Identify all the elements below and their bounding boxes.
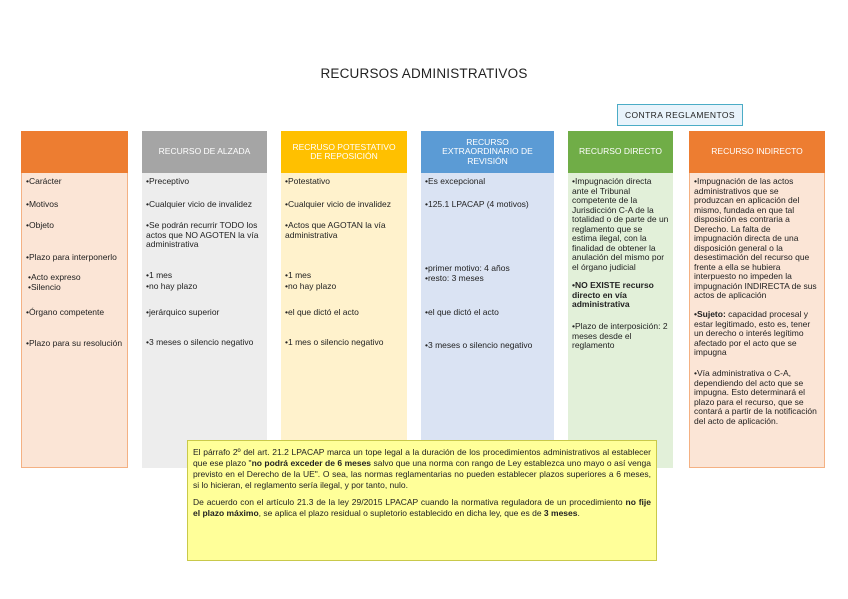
directo-item: •Plazo de interposición: 2 meses desde el reglamento	[572, 321, 668, 350]
sujeto-text: capacidad procesal y estar legitimado, esto es, tener un derecho o interés legítimo afectado por el acto que se impugna	[694, 309, 811, 357]
alzada-item: •Cualquier vicio de invalidez	[146, 199, 252, 209]
column-header: RECURSO DE ALZADA	[142, 131, 267, 173]
criteria-item: •Plazo para su resolución	[26, 338, 123, 348]
directo-item: •NO EXISTE recurso directo en vía administrativa	[572, 280, 654, 309]
revision-item: •primer motivo: 4 años	[425, 263, 510, 273]
note-text: salvo que una norma con rango de Ley establezca uno mayo o así venga previsto en el Derecho de la UE". O sea, las normas reglamentarias no pueden establecer plazos superiores a 6 meses, si lo hicieran, el reglamento sería ilegal, y por tanto, nulo.	[193, 458, 652, 490]
note-paragraph-1	[193, 447, 651, 491]
revision-item: •125.1 LPACAP (4 motivos)	[425, 199, 529, 209]
alzada-item: •no hay plazo	[146, 281, 198, 291]
revision-item: •Es excepcional	[425, 176, 486, 186]
criteria-item: •Acto expreso	[28, 272, 81, 282]
reposicion-item: •el que dictó el acto	[285, 307, 359, 317]
column-header: RECRUSO POTESTATIVO DE REPOSICIÓN	[281, 131, 407, 173]
indirecto-item-sujeto	[694, 310, 820, 358]
column-recurso-reposicion	[281, 131, 407, 468]
criteria-item: •Plazo para interponerlo	[26, 252, 117, 262]
page-title: RECURSOS ADMINISTRATIVOS	[320, 66, 528, 81]
note-bold: 3 meses	[543, 508, 578, 518]
note-text: , se aplica el plazo residual o supletorio establecido en dicha ley, que es de	[258, 508, 544, 518]
column-body	[281, 173, 407, 468]
column-criteria	[21, 131, 128, 468]
note-bold: no podrá exceder de 6 meses	[251, 458, 372, 468]
column-body	[689, 173, 825, 468]
column-recurso-directo	[568, 131, 673, 468]
note-bold: no fije el plazo máximo	[193, 497, 651, 518]
alzada-item: •Preceptivo	[146, 176, 190, 186]
reposicion-item: •Potestativo	[285, 176, 331, 186]
reposicion-item: •1 mes o silencio negativo	[285, 337, 384, 347]
revision-item: •3 meses o silencio negativo	[425, 340, 533, 350]
column-body	[142, 173, 267, 468]
note-box	[187, 440, 657, 561]
contra-reglamentos-label: CONTRA REGLAMENTOS	[617, 104, 743, 126]
indirecto-item: •Vía administrativa o C-A, dependiendo del acto que se impugna. Esto determinará el plazo para el recurso, que se contará a partir de la notificación del acto de aplicación.	[694, 368, 817, 426]
column-header: RECURSO EXTRAORDINARIO DE REVISIÓN	[421, 131, 554, 173]
column-recurso-alzada	[142, 131, 267, 468]
alzada-item: •3 meses o silencio negativo	[146, 337, 254, 347]
column-body	[21, 173, 128, 468]
sujeto-label: •Sujeto:	[694, 309, 726, 319]
column-header: RECURSO INDIRECTO	[689, 131, 825, 173]
alzada-item: •jerárquico superior	[146, 307, 220, 317]
column-header	[21, 131, 128, 173]
criteria-item: •Objeto	[26, 220, 55, 230]
column-recurso-revision	[421, 131, 554, 468]
criteria-item: •Órgano competente	[26, 307, 105, 317]
note-text: .	[577, 508, 580, 518]
reposicion-item: •no hay plazo	[285, 281, 337, 291]
column-recurso-indirecto	[689, 131, 825, 468]
reposicion-item: •Cualquier vicio de invalidez	[285, 199, 391, 209]
column-body	[421, 173, 554, 468]
revision-item: •resto: 3 meses	[425, 273, 484, 283]
note-text: De acuerdo con el artículo 21.3 de la ley 29/2015 LPACAP cuando la normativa reguladora de un procedimiento	[193, 497, 626, 507]
criteria-item: •Motivos	[26, 199, 59, 209]
column-header: RECURSO DIRECTO	[568, 131, 673, 173]
reposicion-item: •Actos que AGOTAN la vía administrativa	[285, 220, 386, 240]
criteria-item: •Silencio	[28, 282, 61, 292]
criteria-item: •Carácter	[26, 176, 62, 186]
directo-item: •Impugnación directa ante el Tribunal competente de la Jurisdicción C-A de la totalidad o de parte de un reglamento que se estima ilegal, con la finalidad de obtener la anulación del mismo por el órgano judicial	[572, 176, 669, 272]
note-paragraph-2	[193, 497, 651, 519]
reposicion-item: •1 mes	[285, 270, 312, 280]
revision-item: •el que dictó el acto	[425, 307, 499, 317]
note-text: El párrafo 2º del art. 21.2 LPACAP marca un tope legal a la duración de los procedimientos administrativos al establecer que ese plazo "	[193, 447, 651, 468]
column-body	[568, 173, 673, 468]
alzada-item: •Se podrán recurrir TODO los actos que NO AGOTEN la vía administrativa	[146, 220, 259, 249]
indirecto-item: •Impugnación de las actos administrativos que se produzcan en aplicación del mismo, fundada en que tal disposición es contraria a Derecho. La falta de impugnación directa de una disposición general o la desestimación del recurso que frente a ella se hubiera interpuesto no impeden la impugnación INDIRECTA de sus actos de aplicación	[694, 176, 817, 300]
alzada-item: •1 mes	[146, 270, 173, 280]
